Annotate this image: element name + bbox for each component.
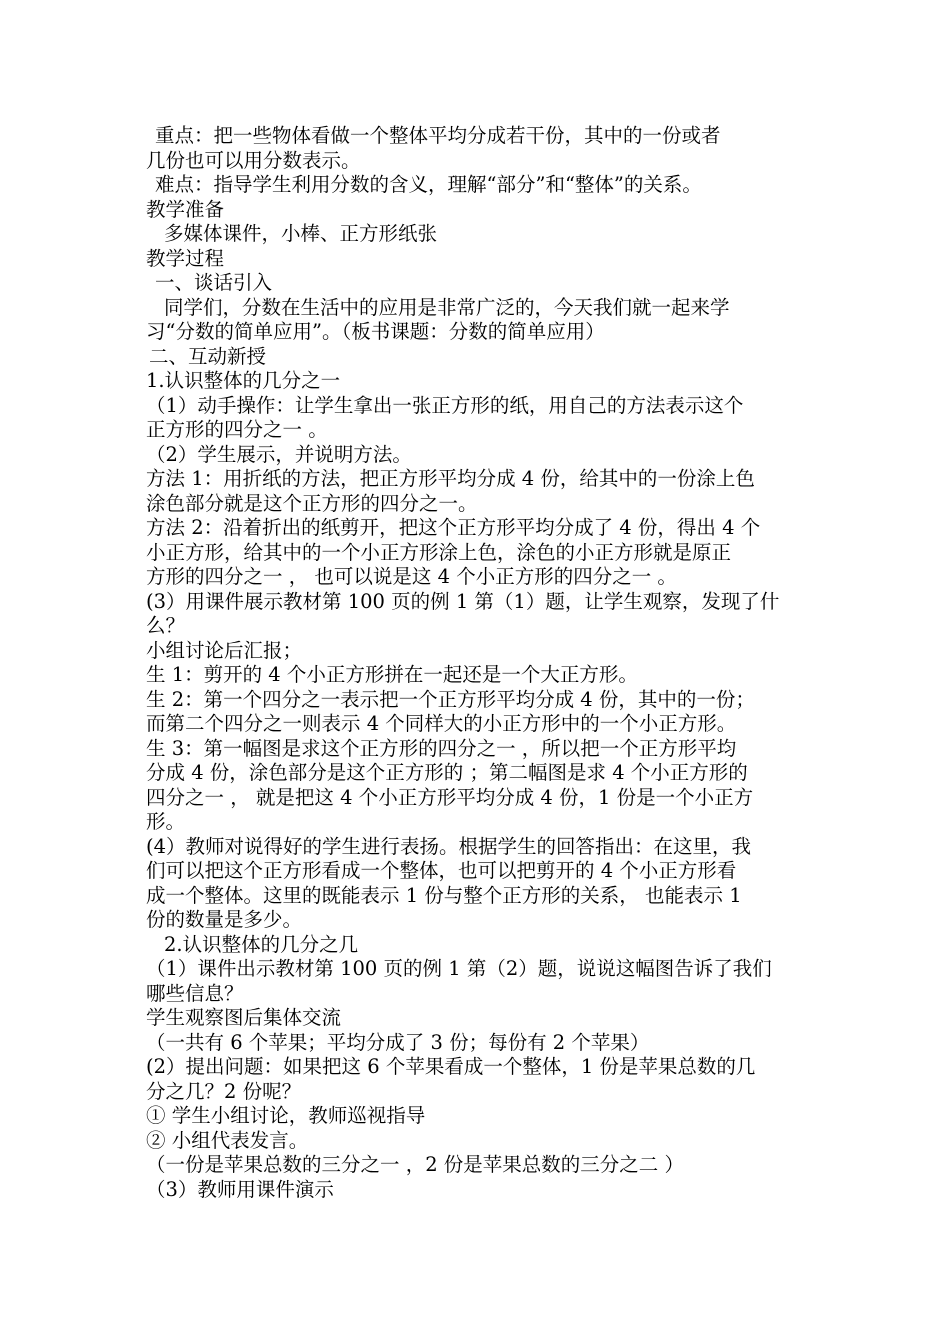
text-line: 二、互动新授	[149, 344, 267, 368]
text-line: 生 3：第一幅图是求这个正方形的四分之一 ，所以把一个正方形平均	[146, 736, 737, 760]
text-line: 1.认识整体的几分之一	[146, 369, 341, 392]
text-line: 习“分数的简单应用”。（板书课题：分数的简单应用）	[146, 320, 605, 343]
text-line: （一份是苹果总数的三分之一 ，2 份是苹果总数的三分之二 ）	[146, 1153, 685, 1176]
text-line: ② 小组代表发言。	[146, 1128, 309, 1152]
text-line: 生 1：剪开的 4 个小正方形拼在一起还是一个大正方形。	[146, 663, 638, 686]
text-line: (2）提出问题：如果把这 6 个苹果看成一个整体，1 份是苹果总数的几	[146, 1055, 756, 1078]
text-line: 同学们，分数在生活中的应用是非常广泛的，今天我们就一起来学	[164, 295, 730, 319]
text-line: 正方形的四分之一 。	[146, 418, 328, 441]
text-line: (4）教师对说得好的学生进行表扬。根据学生的回答指出：在这里，我	[146, 834, 752, 858]
text-line: 教学过程	[146, 246, 225, 270]
text-line: ① 学生小组讨论，教师巡视指导	[146, 1104, 426, 1127]
text-line: 形。	[146, 810, 186, 833]
text-line: 份的数量是多少。	[146, 908, 303, 931]
text-line: 方形的四分之一 ， 也可以说是这 4 个小正方形的四分之一 。	[146, 565, 677, 588]
text-line: 哪些信息？	[146, 981, 244, 1005]
document-body	[146, 124, 808, 1202]
text-line: 小正方形，给其中的一个小正方形涂上色，涂色的小正方形就是原正	[146, 540, 732, 564]
text-line: （2）学生展示，并说明方法。	[146, 442, 412, 466]
text-line: 么？	[146, 614, 186, 637]
text-line: 难点：指导学生利用分数的含义，理解“部分”和“整体”的关系。	[155, 173, 702, 196]
text-line: （一共有 6 个苹果；平均分成了 3 份；每份有 2 个苹果）	[146, 1030, 650, 1054]
text-line: 小组讨论后汇报；	[146, 638, 303, 662]
text-line: （1）课件出示教材第 100 页的例 1 第（2）题，说说这幅图告诉了我们	[146, 957, 772, 980]
text-line: 方法 1：用折纸的方法，把正方形平均分成 4 份，给其中的一份涂上色	[146, 467, 755, 490]
text-line: （1）动手操作：让学生拿出一张正方形的纸，用自己的方法表示这个	[146, 393, 744, 417]
text-line: 生 2：第一个四分之一表示把一个正方形平均分成 4 份，其中的一份；	[146, 687, 755, 711]
text-line: 成一个整体。这里的既能表示 1 份与整个正方形的关系， 也能表示 1	[146, 883, 742, 907]
text-line: 重点：把一些物体看做一个整体平均分成若干份，其中的一份或者	[155, 124, 721, 147]
text-line: 教学准备	[146, 197, 225, 221]
text-line: 分成 4 份，涂色部分是这个正方形的 ；第二幅图是求 4 个小正方形的	[146, 761, 748, 784]
text-line: 分之几？2 份呢？	[146, 1079, 302, 1103]
text-line: 多媒体课件，小棒、正方形纸张	[164, 222, 438, 245]
text-line: 一、谈话引入	[155, 271, 273, 294]
text-line: (3）用课件展示教材第 100 页的例 1 第（1）题，让学生观察，发现了什	[146, 589, 780, 613]
text-line: 学生观察图后集体交流	[146, 1006, 342, 1029]
text-line: 2.认识整体的几分之几	[164, 932, 359, 956]
text-line: （3）教师用课件演示	[146, 1177, 334, 1201]
text-line: 涂色部分就是这个正方形的四分之一。	[146, 491, 478, 515]
text-line: 四分之一 ， 就是把这 4 个小正方形平均分成 4 份，1 份是一个小正方	[146, 785, 754, 809]
text-line: 几份也可以用分数表示。	[146, 148, 361, 172]
text-line: 们可以把这个正方形看成一个整体，也可以把剪开的 4 个小正方形看	[146, 859, 737, 882]
text-line: 方法 2：沿着折出的纸剪开，把这个正方形平均分成了 4 份，得出 4 个	[146, 516, 761, 539]
text-line: 而第二个四分之一则表示 4 个同样大的小正方形中的一个小正方形。	[146, 712, 737, 735]
